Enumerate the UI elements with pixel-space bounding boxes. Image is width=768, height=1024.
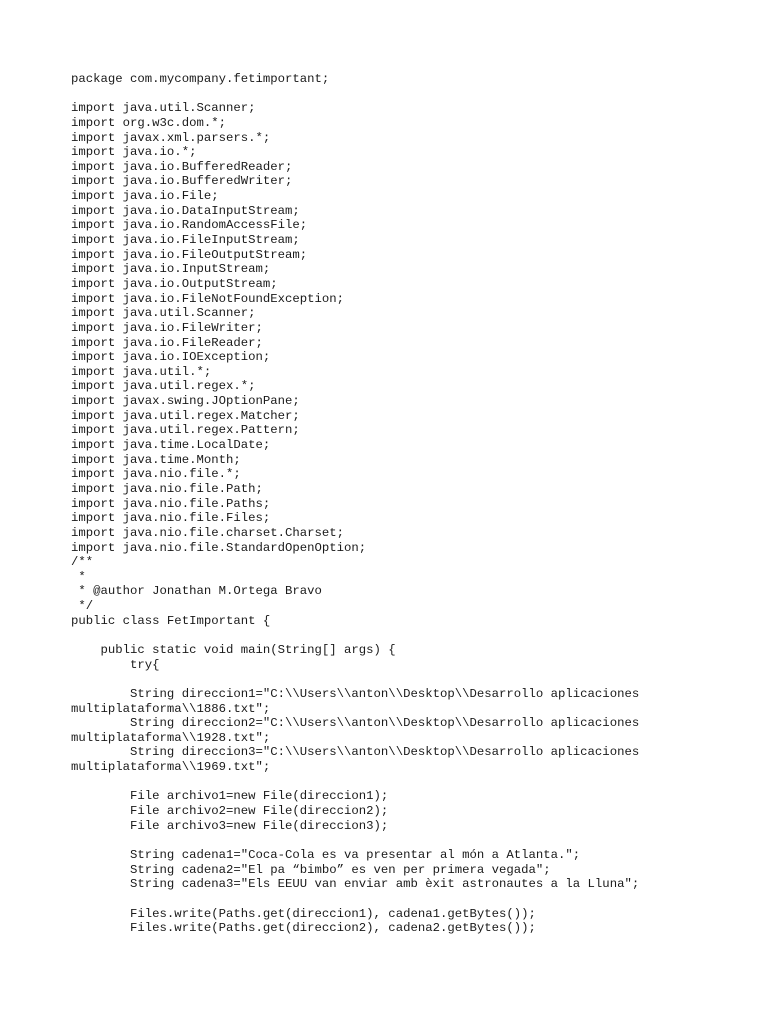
code-line: import java.io.*; — [71, 145, 197, 160]
code-line: import java.util.Scanner; — [71, 306, 256, 321]
code-line: Files.write(Paths.get(direccion2), cadena2.getBytes()); — [71, 921, 536, 936]
code-line: /** — [71, 555, 94, 570]
code-line: File archivo3=new File(direccion3); — [71, 818, 389, 833]
code-line: import java.nio.file.Files; — [71, 511, 271, 526]
code-line: import java.io.File; — [71, 189, 219, 204]
code-line — [71, 672, 751, 687]
code-line: File archivo2=new File(direccion2); — [71, 804, 389, 819]
code-line: import java.io.BufferedReader; — [71, 159, 293, 174]
code-line: import java.io.RandomAccessFile; — [71, 218, 308, 233]
code-line: import java.util.*; — [71, 364, 212, 379]
code-line: public static void main(String[] args) { — [71, 642, 396, 657]
code-line: import java.io.IOException; — [71, 350, 271, 365]
code-line: import java.io.FileWriter; — [71, 320, 263, 335]
code-line: import javax.xml.parsers.*; — [71, 130, 271, 145]
code-line: import java.io.FileInputStream; — [71, 233, 300, 248]
code-line: import java.util.regex.*; — [71, 379, 256, 394]
code-line: import java.util.regex.Pattern; — [71, 423, 300, 438]
code-line: String cadena2="El pa “bimbo” es ven per primera vegada"; — [71, 862, 551, 877]
code-line: multiplataforma\\1969.txt"; — [71, 760, 271, 775]
code-line: String cadena3="Els EEUU van enviar amb èxit astronautes a la Lluna"; — [71, 877, 640, 892]
code-line: import java.io.InputStream; — [71, 262, 271, 277]
code-line: import java.util.Scanner; — [71, 101, 256, 116]
code-line: String cadena1="Coca-Cola es va presentar al món a Atlanta."; — [71, 847, 581, 862]
code-line: import java.io.DataInputStream; — [71, 203, 300, 218]
code-line: multiplataforma\\1928.txt"; — [71, 730, 271, 745]
code-line — [71, 775, 751, 790]
code-line: import java.nio.file.charset.Charset; — [71, 525, 345, 540]
code-line: import org.w3c.dom.*; — [71, 115, 226, 130]
code-line: try{ — [71, 657, 160, 672]
code-line: import java.io.FileReader; — [71, 335, 263, 350]
code-line: public class FetImportant { — [71, 613, 271, 628]
code-line: File archivo1=new File(direccion1); — [71, 789, 389, 804]
code-line: import java.nio.file.Path; — [71, 481, 263, 496]
code-line: import java.io.OutputStream; — [71, 276, 278, 291]
code-line — [71, 87, 751, 102]
code-line: import java.nio.file.*; — [71, 467, 241, 482]
code-block — [71, 72, 751, 936]
code-line: */ — [71, 599, 94, 614]
code-line: multiplataforma\\1886.txt"; — [71, 701, 271, 716]
code-line: import java.time.Month; — [71, 452, 241, 467]
code-line: import java.nio.file.StandardOpenOption; — [71, 540, 367, 555]
code-line: import java.util.regex.Matcher; — [71, 408, 300, 423]
code-line — [71, 892, 751, 907]
code-line — [71, 833, 751, 848]
code-line: * @author Jonathan M.Ortega Bravo — [71, 584, 322, 599]
code-line: Files.write(Paths.get(direccion1), cadena1.getBytes()); — [71, 906, 536, 921]
code-line: import java.io.FileNotFoundException; — [71, 291, 345, 306]
code-line: String direccion2="C:\\Users\\anton\\Desktop\\Desarrollo aplicaciones — [71, 716, 640, 731]
code-line: import javax.swing.JOptionPane; — [71, 394, 300, 409]
code-line: import java.io.FileOutputStream; — [71, 247, 308, 262]
code-line: String direccion3="C:\\Users\\anton\\Desktop\\Desarrollo aplicaciones — [71, 745, 640, 760]
code-line — [71, 628, 751, 643]
code-line: import java.time.LocalDate; — [71, 438, 271, 453]
code-line: String direccion1="C:\\Users\\anton\\Desktop\\Desarrollo aplicaciones — [71, 686, 640, 701]
code-line: * — [71, 569, 86, 584]
code-line: import java.nio.file.Paths; — [71, 496, 271, 511]
code-line: import java.io.BufferedWriter; — [71, 174, 293, 189]
code-line: package com.mycompany.fetimportant; — [71, 72, 330, 86]
